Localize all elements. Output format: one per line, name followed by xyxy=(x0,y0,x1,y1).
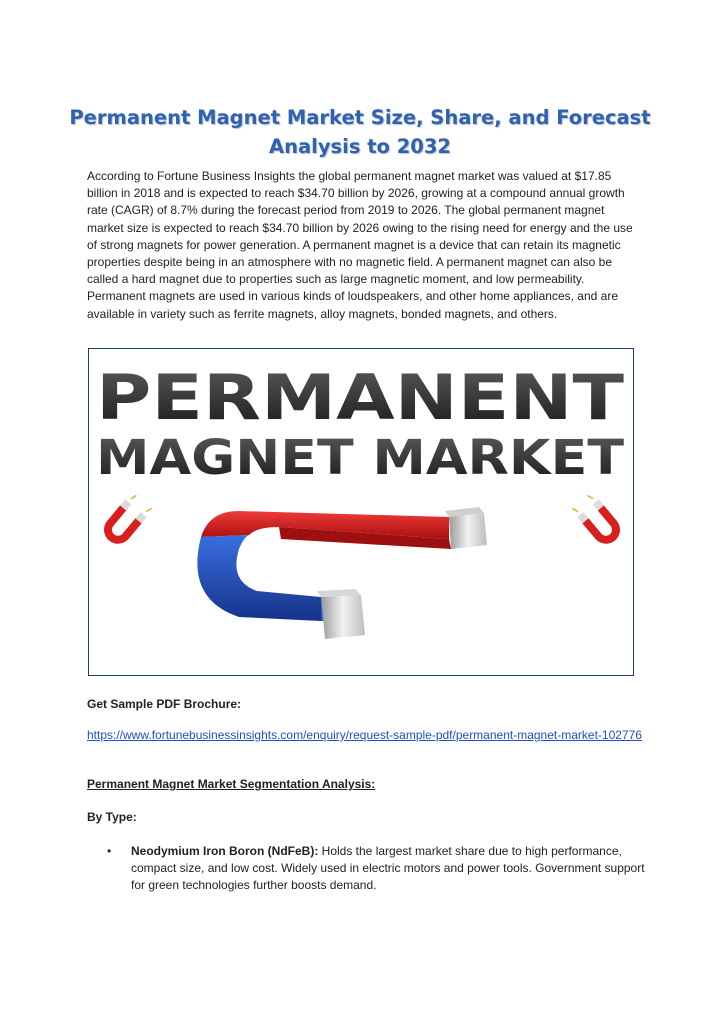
bullet-term: Neodymium Iron Boron (NdFeB): xyxy=(131,844,319,858)
small-magnet-left-icon xyxy=(98,492,153,550)
banner-line-2: MAGNET MARKET xyxy=(96,430,625,486)
small-magnet-right-icon xyxy=(571,492,626,550)
horseshoe-magnet-icon xyxy=(197,507,487,639)
by-type-label: By Type: xyxy=(87,810,137,824)
page-title: Permanent Magnet Market Size, Share, and Forecast Analysis to 2032 xyxy=(69,106,651,159)
intro-paragraph: According to Fortune Business Insights the global permanent magnet market was valued at $17.85 billion in 2018 and is expected to reach $34.70 billion by 2026, growing at a compound annual growth rate (CAGR) of 8.7% during the forecast period from 2019 to 2026. The global permanent magnet market size is expected to reach $34.70 billion by 2026 owing to the rising need for energy and the use of strong magnets for power generation. A permanent magnet is a device that can retain its magnetic properties despite being in an atmosphere with no magnetic field. A permanent magnet can also be called a hard magnet due to properties such as large magnetic moment, and low permeability. Permanent magnets are used in various kinds of loudspeakers, and other home appliances, and are available in variety such as ferrite magnets, alloy magnets, bonded magnets, and others. xyxy=(87,169,633,321)
segmentation-heading: Permanent Magnet Market Segmentation Analysis: xyxy=(87,777,376,791)
brochure-link[interactable]: https://www.fortunebusinessinsights.com/enquiry/request-sample-pdf/permanent-magnet-market-102776 xyxy=(87,728,642,742)
market-banner-image xyxy=(88,348,634,676)
brochure-label: Get Sample PDF Brochure: xyxy=(87,697,242,711)
bullet-icon: • xyxy=(107,844,112,858)
list-item xyxy=(87,843,647,895)
type-bullet-list xyxy=(87,843,647,895)
banner-line-1: PERMANENT xyxy=(96,361,624,434)
bullet-text: Holds the largest market share due to high performance, compact size, and low cost. Widely used in electric motors and power tools. Government support for green technologies further boosts demand. xyxy=(131,844,645,893)
